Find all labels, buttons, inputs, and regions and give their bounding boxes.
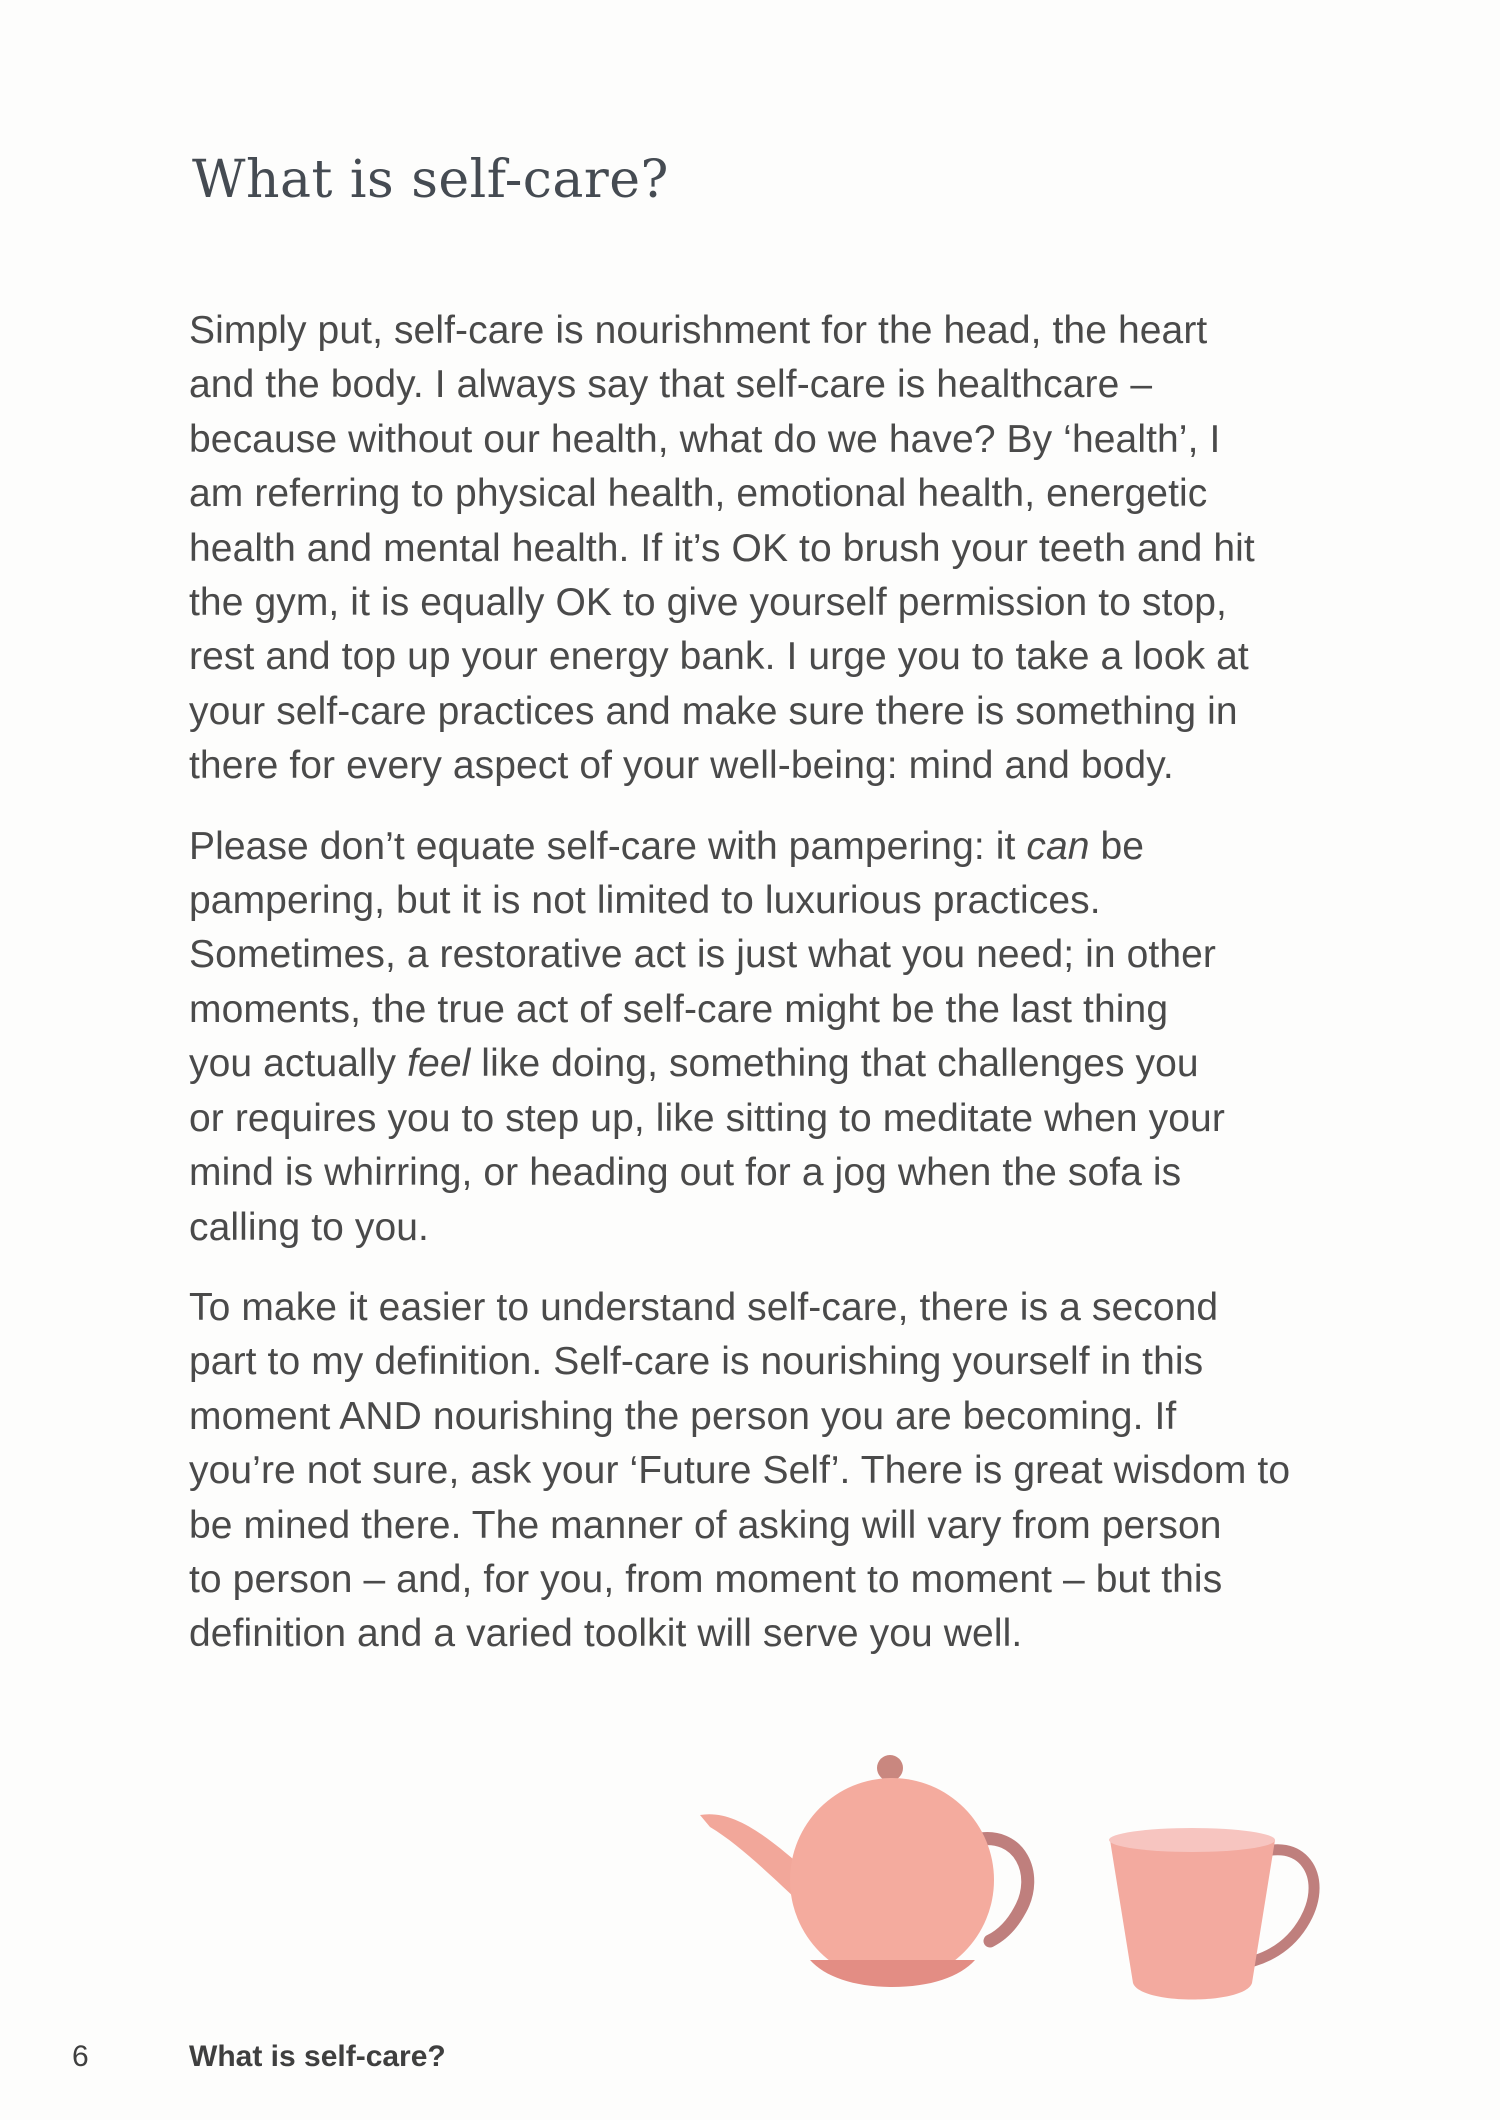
- text-line: [189, 820, 1339, 874]
- text-segment: pampering, but it is not limited to luxurious practices.: [189, 879, 1101, 923]
- text-segment: to person – and, for you, from moment to moment – but this: [189, 1557, 1223, 1601]
- text-segment: the gym, it is equally OK to give yourself permission to stop,: [189, 581, 1227, 625]
- text-segment: Sometimes, a restorative act is just what you need; in other: [189, 933, 1216, 977]
- body-text: [189, 304, 1339, 1688]
- text-segment: moments, the true act of self-care might be the last thing: [189, 987, 1169, 1031]
- paragraph: [189, 1281, 1339, 1662]
- text-line: [189, 1335, 1339, 1389]
- page-title: What is self-care?: [192, 150, 669, 210]
- paragraph: [189, 304, 1339, 794]
- text-segment: calling to you.: [189, 1205, 429, 1249]
- text-segment: your self-care practices and make sure there is something in: [189, 689, 1238, 733]
- text-line: [189, 1607, 1339, 1661]
- teacup-icon: [1109, 1828, 1314, 2000]
- text-line: [189, 685, 1339, 739]
- emphasis-text: feel: [407, 1042, 471, 1086]
- teapot-and-cup-illustration: [690, 1725, 1360, 2015]
- text-line: [189, 576, 1339, 630]
- teapot-icon: [700, 1755, 1028, 1987]
- text-segment: moment AND nourishing the person you are becoming. If: [189, 1394, 1177, 1438]
- text-line: [189, 304, 1339, 358]
- text-segment: you’re not sure, ask your ‘Future Self’. There is great wisdom to: [189, 1449, 1291, 1493]
- text-segment: Simply put, self-care is nourishment for the head, the heart: [189, 309, 1208, 352]
- text-segment: like doing, something that challenges you: [470, 1042, 1199, 1086]
- text-segment: you actually: [189, 1042, 408, 1086]
- text-segment: there for every aspect of your well-being: mind and body.: [189, 744, 1174, 788]
- text-line: [189, 983, 1339, 1037]
- emphasis-text: can: [1026, 824, 1090, 868]
- text-segment: am referring to physical health, emotional health, energetic: [189, 472, 1208, 516]
- text-line: [189, 358, 1339, 412]
- text-segment: Please don’t equate self-care with pampering: it: [189, 824, 1027, 868]
- text-line: [189, 1146, 1339, 1200]
- text-line: [189, 1037, 1339, 1091]
- text-line: [189, 1499, 1339, 1553]
- text-segment: be: [1089, 824, 1145, 868]
- text-segment: health and mental health. If it’s OK to brush your teeth and hit: [189, 526, 1255, 570]
- text-line: [189, 467, 1339, 521]
- text-line: [189, 928, 1339, 982]
- text-segment: definition and a varied toolkit will serve you well.: [189, 1612, 1023, 1656]
- text-line: [189, 739, 1339, 793]
- text-segment: part to my definition. Self-care is nourishing yourself in this: [189, 1340, 1204, 1384]
- text-line: [189, 874, 1339, 928]
- text-segment: be mined there. The manner of asking will vary from person: [189, 1503, 1222, 1547]
- text-segment: because without our health, what do we have? By ‘health’, I: [189, 417, 1221, 461]
- text-segment: or requires you to step up, like sitting to meditate when your: [189, 1096, 1225, 1140]
- text-segment: and the body. I always say that self-care is healthcare –: [189, 363, 1153, 407]
- text-segment: rest and top up your energy bank. I urge you to take a look at: [189, 635, 1249, 679]
- running-title: What is self-care?: [189, 2040, 446, 2073]
- page-number: 6: [72, 2040, 89, 2073]
- text-line: [189, 413, 1339, 467]
- text-line: [189, 1390, 1339, 1444]
- text-line: [189, 1444, 1339, 1498]
- text-line: [189, 1553, 1339, 1607]
- paragraph: [189, 820, 1339, 1255]
- text-line: [189, 1201, 1339, 1255]
- text-line: [189, 630, 1339, 684]
- text-line: [189, 1092, 1339, 1146]
- text-line: [189, 522, 1339, 576]
- text-segment: mind is whirring, or heading out for a jog when the sofa is: [189, 1151, 1182, 1195]
- text-segment: To make it easier to understand self-care, there is a second: [189, 1285, 1219, 1329]
- text-line: [189, 1281, 1339, 1335]
